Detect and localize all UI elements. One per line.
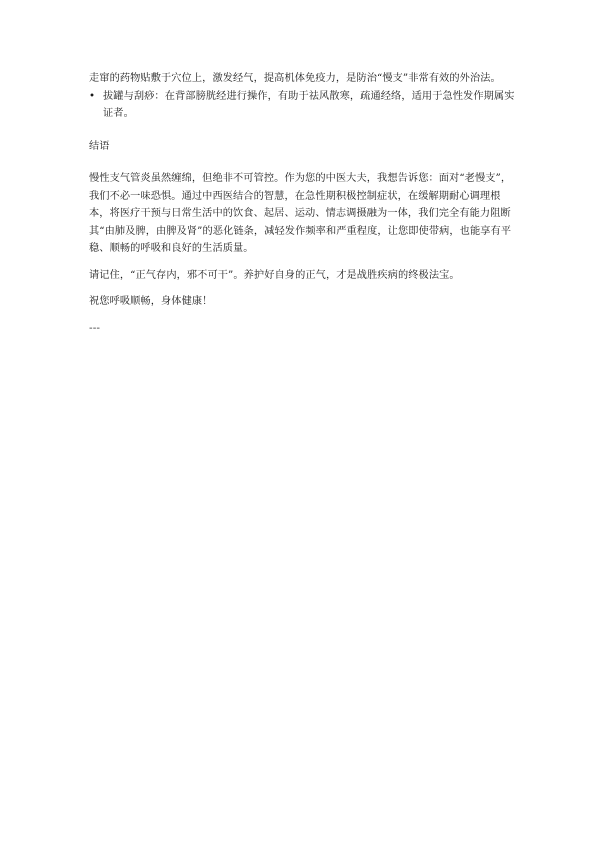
conclusion-heading: 结语 [89, 140, 110, 152]
closing-wish: 祝您呼吸顺畅，身体健康！ [89, 296, 213, 307]
conclusion-paragraph-1: 慢性支气管炎虽然缠绵，但绝非不可管控。作为您的中医大夫，我想告诉您：面对“老慢支”，我们不必一味恐惧。通过中西医结合的智慧，在急性期积极控制症状，在缓解期耐心调理根本，将医疗干预与日常生活中的饮食、起居、运动、情志调摄融为一体，我们完全有能力阻断其“由肺及脾，由脾及肾”的恶化链条，减轻发作频率和严重程度，让您即使带病，也能享有平稳、顺畅的呼吸和良好的生活质量。 [89, 173, 512, 254]
continuation-paragraph: 走窜的药物贴敷于穴位上，激发经气，提高机体免疫力，是防治“慢支”非常有效的外治法。 [89, 73, 501, 84]
bullet-item-cupping [89, 88, 519, 123]
document-page [89, 70, 519, 337]
bullet-item-text: 拔罐与刮痧：在背部膀胱经进行操作，有助于祛风散寒，疏通经络，适用于急性发作期属实证者。 [103, 90, 515, 119]
conclusion-paragraph-2: 请记住，“正气存内，邪不可干”。养护好自身的正气，才是战胜疾病的终极法宝。 [89, 269, 460, 281]
separator-text: --- [89, 322, 101, 334]
bullet-icon: • [89, 90, 96, 102]
